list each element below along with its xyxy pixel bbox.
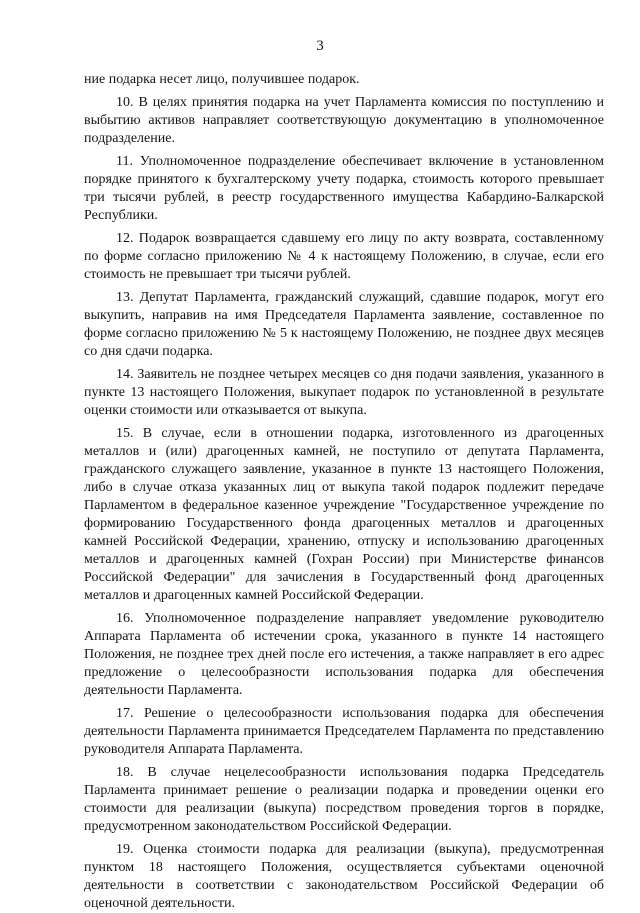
document-body <box>84 71 604 913</box>
paragraph-12: 12. Подарок возвращается сдавшему его лицу по акту возврата, составленному по форме согласно приложению № 4 к настоящему Положению, в случае, если его стоимость не превышает три тысячи рублей. <box>84 231 604 282</box>
paragraph-13: 13. Депутат Парламента, гражданский служащий, сдавшие подарок, могут его выкупить, направив на имя Председателя Парламента заявление, составленное по форме согласно приложению № 5 к настоящему Положению, не позднее двух месяцев со дня сдачи подарка. <box>84 290 604 359</box>
paragraph-18: 18. В случае нецелесообразности использования подарка Председатель Парламента принимает решение о реализации подарка и проведении оценки его стоимости для реализации (выкупа) посредством проведения торгов в порядке, предусмотренном законодательством Российской Федерации. <box>84 765 604 834</box>
paragraph-16: 16. Уполномоченное подразделение направляет уведомление руководителю Аппарата Парламента об истечении срока, указанного в пункте 14 настоящего Положения, не позднее трех дней после его истечения, а также направляет в его адрес предложение о целесообразности использования подарка для обеспечения деятельности Парламента. <box>84 611 604 698</box>
page-number: 3 <box>316 38 324 54</box>
paragraph-11: 11. Уполномоченное подразделение обеспечивает включение в установленном порядке принятого к бухгалтерскому учету подарка, стоимость которого превышает три тысячи рублей, в реестр государственного имущества Кабардино-Балкарской Республики. <box>84 154 604 223</box>
paragraph-19: 19. Оценка стоимости подарка для реализации (выкупа), предусмотренная пунктом 18 настоящего Положения, осуществляется субъектами оценочной деятельности в соответствии с законодательством Российской Федерации об оценочной деятельности. <box>84 842 604 911</box>
paragraph-14: 14. Заявитель не позднее четырех месяцев со дня подачи заявления, указанного в пункте 13 настоящего Положения, выкупает подарок по установленной в результате оценки стоимости или отказывается от выкупа. <box>84 367 604 418</box>
paragraph-17: 17. Решение о целесообразности использования подарка для обеспечения деятельности Парламента принимается Председателем Парламента по представлению руководителя Аппарата Парламента. <box>84 706 604 757</box>
paragraph-continuation: ние подарка несет лицо, получившее подарок. <box>84 72 360 87</box>
paragraph-10: 10. В целях принятия подарка на учет Парламента комиссия по поступлению и выбытию активов направляет соответствующую документацию в уполномоченное подразделение. <box>84 95 604 146</box>
paragraph-15: 15. В случае, если в отношении подарка, изготовленного из драгоценных металлов и (или) драгоценных камней, не поступило от депутата Парламента, гражданского служащего заявление, указанное в пункте 13 настоящего Положения, либо в случае отказа указанных лиц от выкупа такой подарок подлежит передаче Парламентом в федеральное казенное учреждение "Государственное учреждение по формированию Государственного фонда драгоценных металлов и драгоценных камней Российской Федерации, хранению, отпуску и использованию драгоценных металлов и драгоценных камней (Гохран России) при Министерстве финансов Российской Федерации" для зачисления в Государственный фонд драгоценных металлов и драгоценных камней Российской Федерации. <box>84 426 604 603</box>
